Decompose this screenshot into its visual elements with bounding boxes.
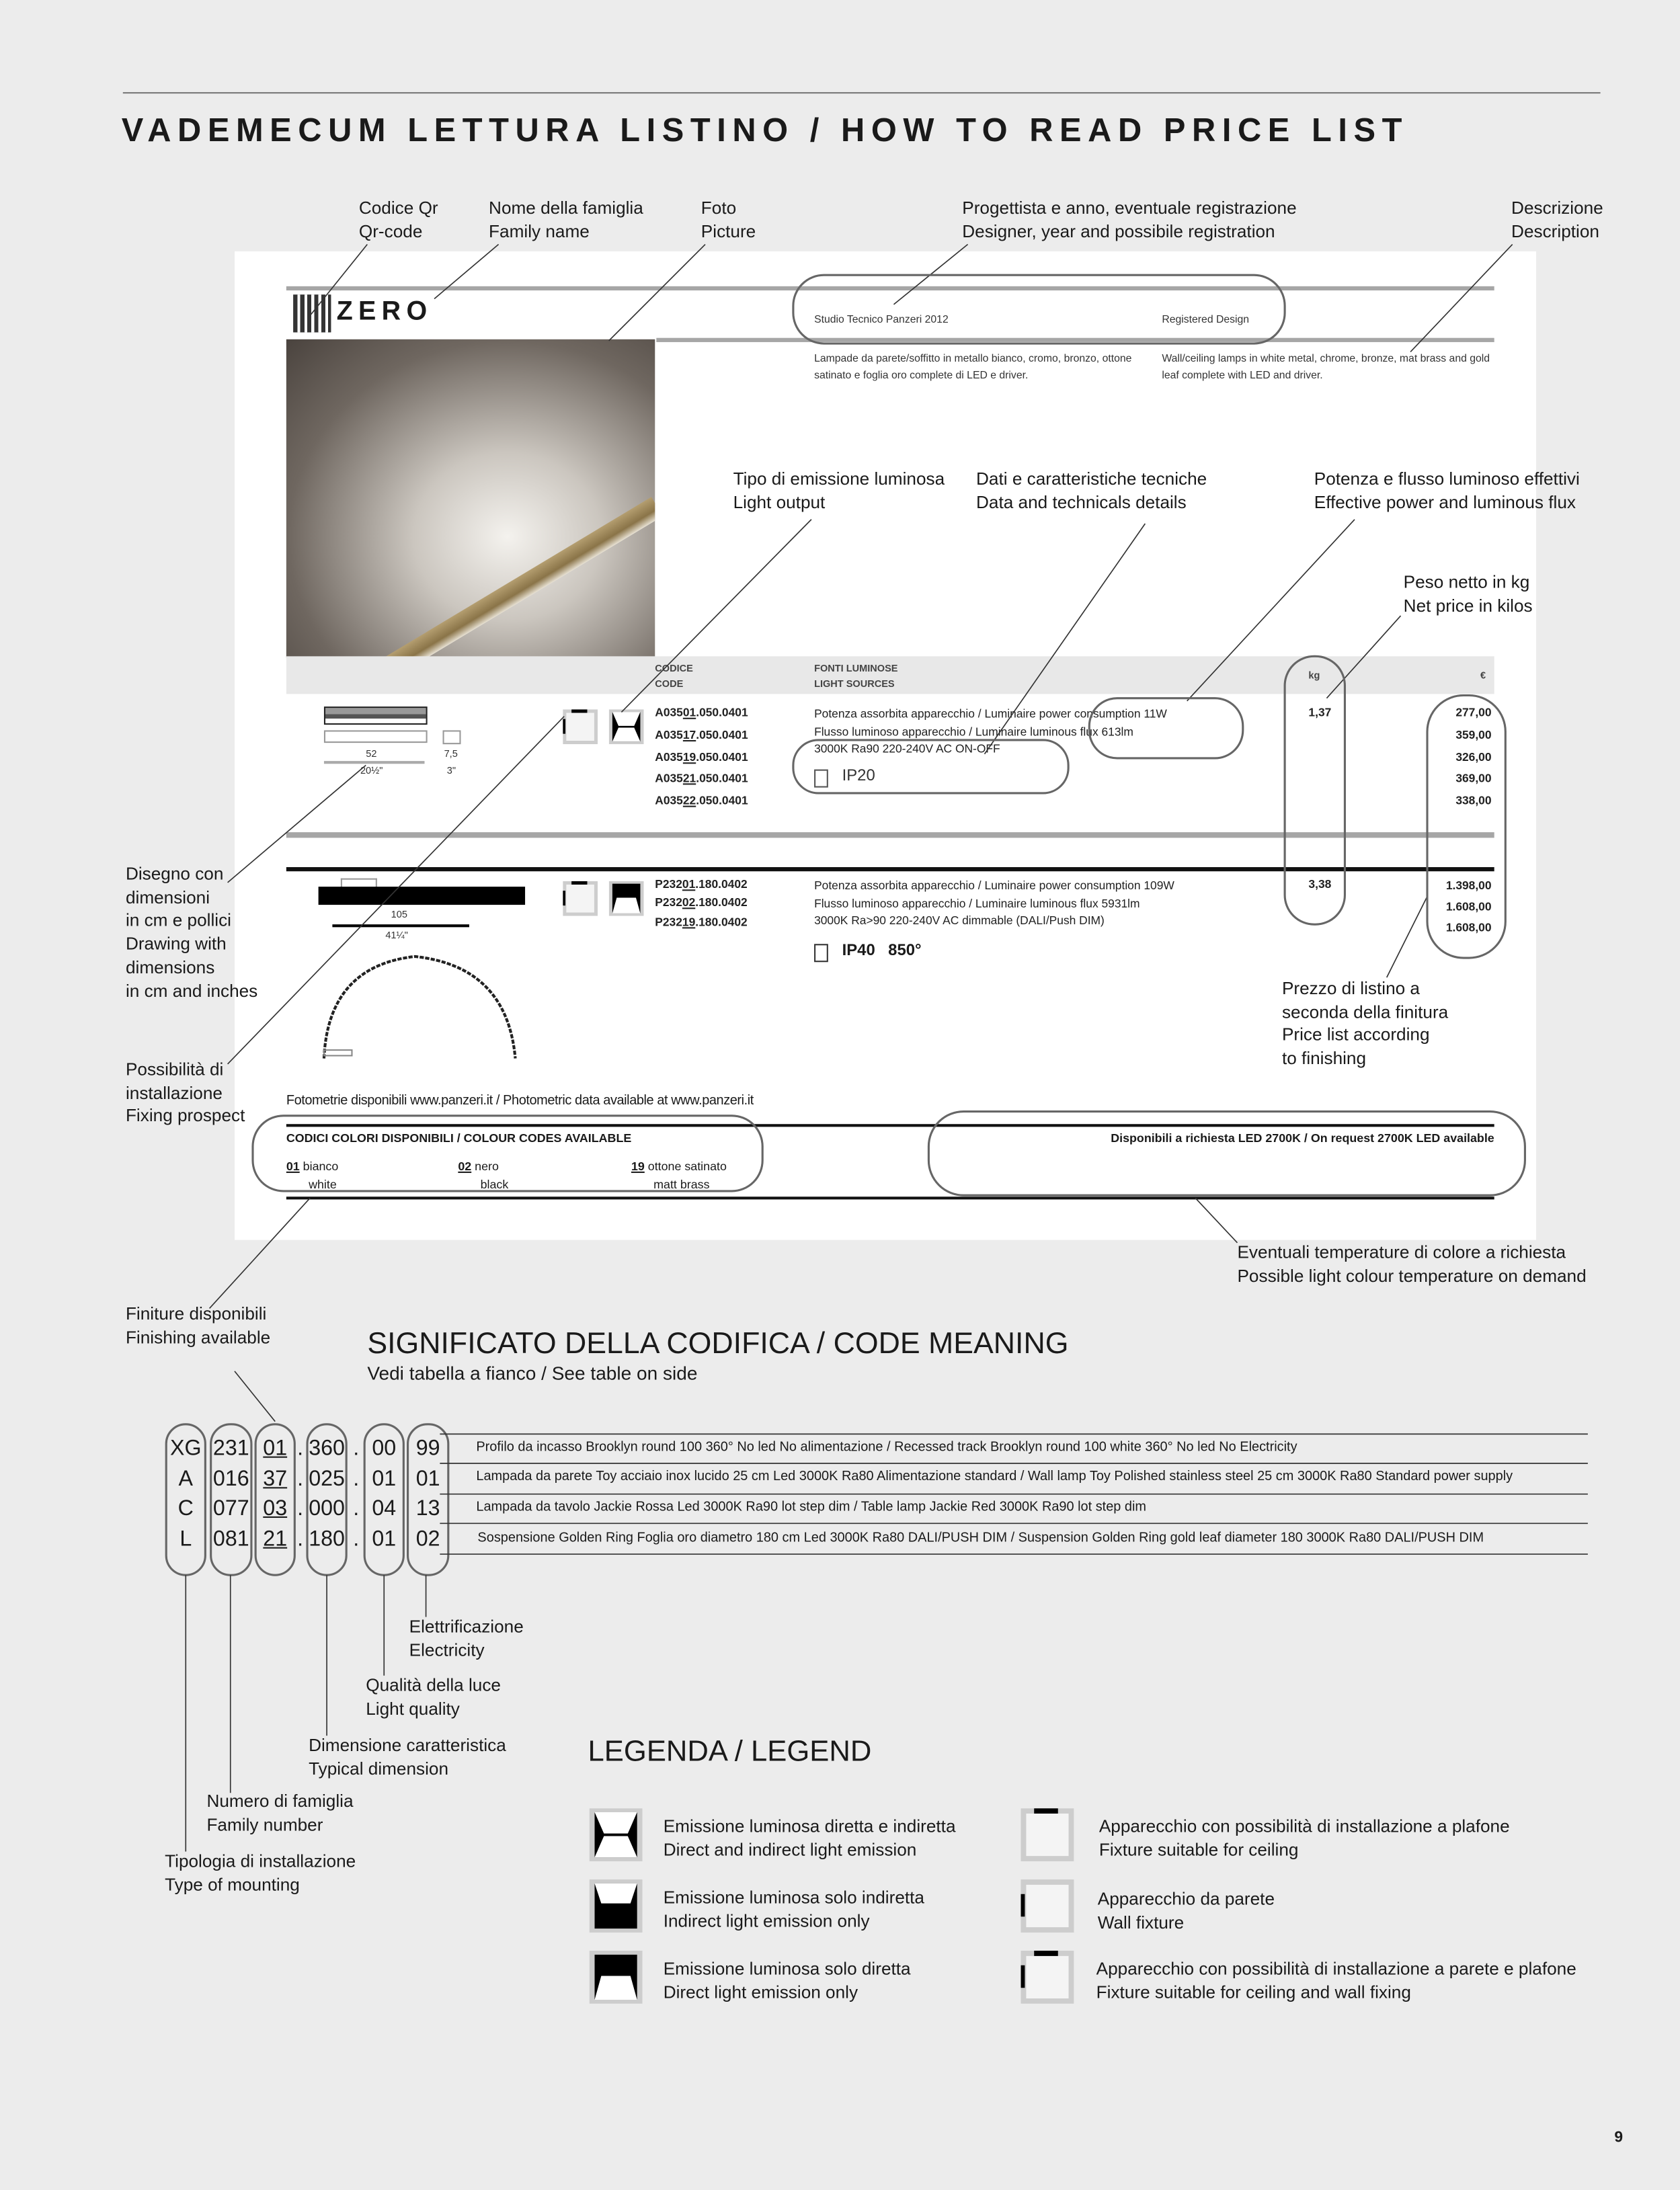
code-prefix: A035: [655, 749, 683, 764]
legend-it: Apparecchio con possibilità di installazione a parete e plafone: [1096, 1959, 1576, 1979]
colour-rule: [286, 1124, 1494, 1127]
callout-price: [1282, 977, 1448, 1071]
code-segment: 081: [212, 1527, 249, 1551]
label-line: Elettrificazione: [409, 1617, 524, 1637]
callout-photo: [701, 197, 756, 243]
callout-line: Progettista e anno, eventuale registrazione: [962, 198, 1297, 218]
label-family-number: [206, 1790, 353, 1836]
price-value: 1.608,00: [1445, 920, 1492, 934]
callout-qr-code: [359, 197, 438, 243]
label-light-quality: [366, 1674, 501, 1721]
legend-it: Emissione luminosa solo indiretta: [663, 1888, 924, 1908]
dimension-line: [332, 924, 469, 927]
product-code: [655, 790, 748, 813]
product-code: [655, 768, 748, 790]
registration: Registered Design: [1162, 313, 1250, 326]
luminous-flux: Flusso luminoso apparecchio / Luminaire luminous flux 613lm: [814, 724, 1133, 739]
on-request-note: Disponibili a richiesta LED 2700K / On request 2700K LED available: [1111, 1131, 1494, 1145]
label-line: Numero di famiglia: [206, 1791, 354, 1812]
code-suffix: .050.0401: [696, 705, 748, 719]
row2-codes: [655, 875, 747, 931]
description-english: Wall/ceiling lamps in white metal, chrome, bronze, mat brass and gold leaf complete with LED and driver.: [1162, 352, 1490, 381]
header-rule: [286, 286, 1494, 290]
callout-light-output: [733, 468, 945, 514]
code-finish: 02: [682, 895, 696, 909]
code-dot: .: [297, 1436, 304, 1461]
code-meaning-title: SIGNIFICATO DELLA CODIFICA / CODE MEANING: [367, 1326, 1069, 1361]
legend-item: [1096, 1957, 1576, 2004]
row2-prices: [1446, 875, 1492, 938]
code-segment: 37: [263, 1467, 288, 1491]
callout-designer: [962, 197, 1296, 243]
row2-weight: 3,38: [1308, 877, 1332, 891]
legend-item: [1098, 1888, 1275, 1935]
header-code: [655, 662, 693, 693]
code-col-family: [211, 1434, 251, 1554]
legend-en: Fixture suitable for ceiling and wall fixing: [1096, 1982, 1411, 2002]
code-suffix: .180.0402: [695, 895, 748, 909]
legend-item: [664, 1815, 956, 1861]
legend-en: Indirect light emission only: [663, 1911, 870, 1931]
code-example-desc: Lampada da tavolo Jackie Rossa Led 3000K Ra90 lot step dim / Table lamp Jackie Red 3000K Ra90 lot step dim: [476, 1500, 1147, 1515]
callout-line: installazione: [125, 1083, 223, 1103]
direct-emission-icon: [590, 1951, 643, 2004]
top-view-drawing: [324, 730, 428, 743]
header-sources-it: FONTI LUMINOSE: [814, 664, 898, 675]
callout-line: seconda della finitura: [1281, 1002, 1449, 1022]
code-prefix: P232: [655, 877, 682, 891]
code-segment: 360: [309, 1436, 345, 1461]
header-light-sources: [814, 662, 897, 693]
price-value: 359,00: [1455, 727, 1492, 741]
qr-code-icon: [293, 294, 331, 332]
code-segment: C: [177, 1496, 194, 1521]
colour-temperature-voltage: 3000K Ra90 220-240V AC ON-OFF: [814, 741, 1000, 756]
product-code: [655, 702, 748, 725]
label-line: Light quality: [366, 1699, 460, 1719]
legend-item: [664, 1957, 911, 2004]
row1-weight: 1,37: [1308, 705, 1332, 719]
callout-line: Description: [1511, 221, 1599, 241]
callout-line: Dati e caratteristiche tecniche: [976, 469, 1207, 489]
dimension-line: [324, 761, 425, 764]
product-code: [655, 875, 747, 894]
legend-en: Direct light emission only: [663, 1982, 858, 2002]
code-segment: L: [179, 1527, 192, 1551]
page-title: VADEMECUM LETTURA LISTINO / HOW TO READ PRICE LIST: [121, 112, 1408, 149]
code-dot: .: [297, 1527, 304, 1551]
product-code: [655, 913, 747, 932]
price-value: 1.608,00: [1445, 899, 1492, 914]
bottom-rule: [286, 1197, 1494, 1199]
colour-en: white: [309, 1176, 337, 1190]
code-segment: 180: [309, 1527, 345, 1551]
code-finish: 19: [682, 749, 696, 764]
code-col-electricity: [408, 1434, 448, 1554]
row1-specs: [814, 705, 1167, 758]
code-prefix: A035: [655, 705, 683, 719]
luminous-flux: Flusso luminoso apparecchio / Luminaire luminous flux 5931lm: [814, 895, 1140, 910]
code-segment: A: [178, 1467, 194, 1491]
code-suffix: .050.0401: [696, 749, 748, 764]
callout-technical-data: [976, 468, 1207, 514]
callout-fixing: [126, 1059, 245, 1129]
colour-code: 01: [286, 1159, 300, 1173]
code-prefix: P232: [655, 895, 682, 909]
code-segment: 01: [263, 1436, 288, 1461]
code-prefix: A035: [655, 727, 683, 741]
colour-code: 19: [631, 1159, 645, 1173]
callout-temperature: [1237, 1242, 1586, 1288]
direct-indirect-emission-icon: [590, 1808, 643, 1861]
front-view-drawing: [319, 887, 525, 905]
dim-inch: 20½": [360, 766, 383, 776]
price-value: 1.398,00: [1445, 878, 1492, 893]
callout-line: Tipo di emissione luminosa: [733, 469, 945, 489]
colour-codes-title: CODICI COLORI DISPONIBILI / COLOUR CODES AVAILABLE: [286, 1131, 632, 1145]
label-line: Electricity: [409, 1640, 485, 1660]
code-separator: [349, 1434, 363, 1554]
ceiling-wall-fixture-icon: [563, 709, 598, 744]
row1-prices: [1455, 702, 1491, 813]
legend-en: Wall fixture: [1097, 1912, 1185, 1933]
code-finish: 17: [682, 727, 696, 741]
code-finish: 21: [682, 771, 696, 786]
colour-it: nero: [475, 1159, 499, 1173]
ip-rating: IP20: [842, 768, 875, 785]
code-segment: 03: [263, 1496, 288, 1521]
callout-line: Family name: [489, 221, 590, 241]
code-finish: 01: [682, 705, 696, 719]
code-segment: 04: [372, 1496, 397, 1521]
indoor-icon: [814, 944, 828, 962]
code-col-mounting: [166, 1434, 205, 1554]
colour-it: ottone satinato: [647, 1159, 727, 1173]
price-value: 369,00: [1455, 771, 1492, 786]
callout-line: Designer, year and possibile registration: [962, 221, 1275, 241]
code-finish: 01: [682, 877, 696, 891]
code-segment: 016: [212, 1467, 249, 1491]
callout-weight: [1404, 571, 1533, 618]
power-consumption: Potenza assorbita apparecchio / Luminaire power consumption 109W: [814, 878, 1174, 893]
code-col-dimension: [307, 1434, 346, 1554]
code-suffix: .050.0401: [696, 727, 748, 741]
header-code-en: CODE: [655, 680, 684, 690]
callout-drawing: [126, 863, 257, 1003]
callout-line: Possible light colour temperature on demand: [1237, 1266, 1587, 1286]
beam-angle: 850°: [888, 942, 922, 960]
callout-line: Possibilità di: [125, 1059, 224, 1080]
callout-family-name: [489, 197, 643, 243]
price-value: 338,00: [1455, 793, 1492, 808]
colour-code: 02: [458, 1159, 472, 1173]
callout-power-flux: [1314, 468, 1580, 514]
dim-cm: 52: [366, 749, 377, 760]
dim-cm: 105: [391, 910, 407, 920]
product-code: [655, 725, 748, 747]
callout-description: [1511, 197, 1603, 243]
code-col-light-quality: [364, 1434, 403, 1554]
direct-emission-icon: [609, 881, 644, 916]
code-dot: .: [353, 1527, 360, 1551]
direct-indirect-emission-icon: [609, 709, 644, 744]
row2-specs: [814, 877, 1174, 930]
legend-title: LEGENDA / LEGEND: [588, 1736, 872, 1768]
callout-line: Price list according: [1281, 1025, 1430, 1045]
designer-year: Studio Tecnico Panzeri 2012: [814, 313, 949, 326]
indoor-icon: [814, 770, 828, 788]
code-prefix: A035: [655, 793, 683, 808]
colour-02: [458, 1158, 508, 1192]
product-code: [655, 894, 747, 913]
code-suffix: .180.0402: [695, 877, 748, 891]
code-finish: 19: [682, 914, 696, 928]
legend-it: Apparecchio con possibilità di installazione a plafone: [1098, 1816, 1510, 1836]
code-example-desc: Sospensione Golden Ring Foglia oro diametro 180 cm Led 3000K Ra80 DALI/PUSH DIM / Suspension Golden Ring gold leaf diameter 180 3000K Ra80 DALI/PUSH DIM: [477, 1530, 1484, 1546]
description-italian: Lampade da parete/soffitto in metallo bianco, cromo, bronzo, ottone satinato e foglia oro complete di LED e driver.: [814, 352, 1132, 381]
front-view-drawing: [324, 706, 428, 725]
code-col-finish: [255, 1434, 294, 1554]
price-value: 277,00: [1455, 705, 1492, 719]
callout-line: to finishing: [1281, 1049, 1367, 1069]
wall-fixture-icon: [1021, 1879, 1074, 1933]
code-separator: [293, 1434, 307, 1554]
code-segment: 025: [309, 1467, 345, 1491]
code-dot: .: [297, 1496, 304, 1521]
ceiling-fixture-icon: [1021, 1808, 1074, 1861]
label-mounting: [165, 1850, 356, 1896]
code-segment: 21: [263, 1527, 288, 1551]
code-segment: 01: [415, 1467, 440, 1491]
legend-en: Fixture suitable for ceiling: [1098, 1840, 1299, 1860]
code-suffix: .180.0402: [695, 914, 748, 928]
code-segment: 02: [415, 1527, 440, 1551]
colour-01: [286, 1158, 338, 1192]
code-suffix: .050.0401: [696, 793, 748, 808]
code-prefix: A035: [655, 771, 683, 786]
code-suffix: .050.0401: [696, 771, 748, 786]
callout-line: Descrizione: [1511, 198, 1603, 218]
photometry-link[interactable]: Fotometrie disponibili www.panzeri.it / Photometric data available at www.panzeri.it: [286, 1093, 754, 1109]
legend-item: [1099, 1815, 1510, 1861]
callout-finishing: [126, 1303, 270, 1349]
callout-line: Qr-code: [358, 221, 423, 241]
label-dimension: [309, 1734, 506, 1781]
label-electricity: [409, 1615, 524, 1662]
ceiling-wall-fixture-icon: [563, 881, 598, 916]
legend-item: [664, 1886, 924, 1933]
callout-line: in cm e pollici: [125, 911, 231, 931]
page-number: 9: [1614, 2129, 1624, 2146]
colour-it: bianco: [303, 1159, 339, 1173]
dim-inch: 41¼": [385, 931, 408, 942]
legend-it: Emissione luminosa solo diretta: [663, 1959, 911, 1979]
code-segment: XG: [170, 1436, 202, 1461]
callout-line: Finiture disponibili: [125, 1304, 267, 1324]
code-meaning-subtitle: Vedi tabella a fianco / See table on side: [367, 1363, 698, 1384]
callout-line: in cm and inches: [125, 981, 258, 1001]
callout-line: Finishing available: [125, 1327, 271, 1347]
price-value: 326,00: [1455, 749, 1492, 764]
code-dot: .: [297, 1467, 304, 1491]
arc-drawing: [314, 950, 537, 1082]
callout-line: Disegno con: [125, 864, 224, 884]
legend-en: Direct and indirect light emission: [663, 1840, 917, 1860]
callout-line: dimensioni: [125, 887, 210, 907]
row-divider-black: [286, 867, 1494, 871]
callout-line: Foto: [701, 198, 737, 218]
top-rule: [123, 92, 1601, 93]
colour-en: matt brass: [653, 1176, 710, 1190]
callout-line: Peso netto in kg: [1403, 572, 1530, 592]
header-code-it: CODICE: [655, 664, 693, 675]
code-prefix: P232: [655, 914, 682, 928]
callout-line: Nome della famiglia: [489, 198, 643, 218]
callout-line: Picture: [701, 221, 756, 241]
label-line: Qualità della luce: [366, 1675, 501, 1695]
header-rule-2: [656, 338, 1494, 342]
callout-line: Prezzo di listino a: [1281, 979, 1420, 999]
row1-codes: [655, 702, 748, 813]
label-line: Family number: [206, 1814, 323, 1834]
callout-line: Drawing with: [125, 934, 227, 955]
callout-line: Light output: [733, 492, 826, 512]
callout-line: Fixing prospect: [125, 1106, 245, 1127]
side-view-drawing: [443, 730, 461, 744]
callout-line: Net price in kilos: [1403, 596, 1533, 616]
family-name: ZERO: [336, 297, 433, 327]
callout-line: Potenza e flusso luminoso effettivi: [1314, 469, 1580, 489]
colour-temperature-voltage: 3000K Ra>90 220-240V AC dimmable (DALI/Push DIM): [814, 913, 1105, 928]
indirect-emission-icon: [590, 1879, 643, 1933]
code-segment: 00: [372, 1436, 397, 1461]
dim-side-cm: 7,5: [444, 749, 458, 760]
label-line: Dimensione caratteristica: [309, 1736, 506, 1756]
lamp-bar: [286, 497, 655, 657]
code-segment: 13: [415, 1496, 440, 1521]
product-photo: [286, 339, 655, 658]
header-kg: kg: [1308, 672, 1320, 682]
leader-line: [235, 1371, 275, 1422]
colour-19: [631, 1158, 727, 1192]
code-example-desc: Lampada da parete Toy acciaio inox lucido 25 cm Led 3000K Ra80 Alimentazione standard / Wall lamp Toy Polished stainless steel 25 cm 3000K Ra80 Standard power supply: [476, 1469, 1513, 1485]
colour-en: black: [480, 1176, 509, 1190]
callout-line: dimensions: [125, 957, 215, 977]
ceiling-wall-fixture-icon: [1021, 1951, 1074, 2004]
code-segment: 077: [212, 1496, 249, 1521]
label-line: Typical dimension: [309, 1758, 449, 1779]
dim-side-inch: 3": [446, 766, 456, 776]
code-segment: 000: [309, 1496, 345, 1521]
code-dot: .: [353, 1467, 360, 1491]
legend-it: Apparecchio da parete: [1097, 1889, 1275, 1909]
callout-line: Data and technicals details: [976, 492, 1187, 512]
power-consumption: Potenza assorbita apparecchio / Luminaire power consumption 11W: [814, 706, 1167, 721]
code-segment: 01: [372, 1467, 397, 1491]
legend-it: Emissione luminosa diretta e indiretta: [663, 1816, 956, 1836]
code-segment: 99: [415, 1436, 440, 1461]
code-segment: 231: [212, 1436, 249, 1461]
code-dot: .: [353, 1496, 360, 1521]
label-line: Type of mounting: [165, 1875, 300, 1895]
code-example-desc: Profilo da incasso Brooklyn round 100 360° No led No alimentazione / Recessed track Brooklyn round 100 white 360° No led No Electricity: [476, 1439, 1297, 1455]
callout-line: Eventuali temperature di colore a richiesta: [1237, 1242, 1566, 1262]
ip-rating: IP40: [842, 942, 875, 960]
header-currency: €: [1480, 672, 1486, 682]
callout-line: Effective power and luminous flux: [1314, 492, 1576, 512]
product-code: [655, 747, 748, 769]
callout-line: Codice Qr: [358, 198, 438, 218]
label-line: Tipologia di installazione: [165, 1851, 356, 1871]
code-dot: .: [353, 1436, 360, 1461]
code-finish: 22: [682, 793, 696, 808]
row-divider: [286, 832, 1494, 838]
header-sources-en: LIGHT SOURCES: [814, 680, 895, 690]
code-segment: 01: [372, 1527, 397, 1551]
